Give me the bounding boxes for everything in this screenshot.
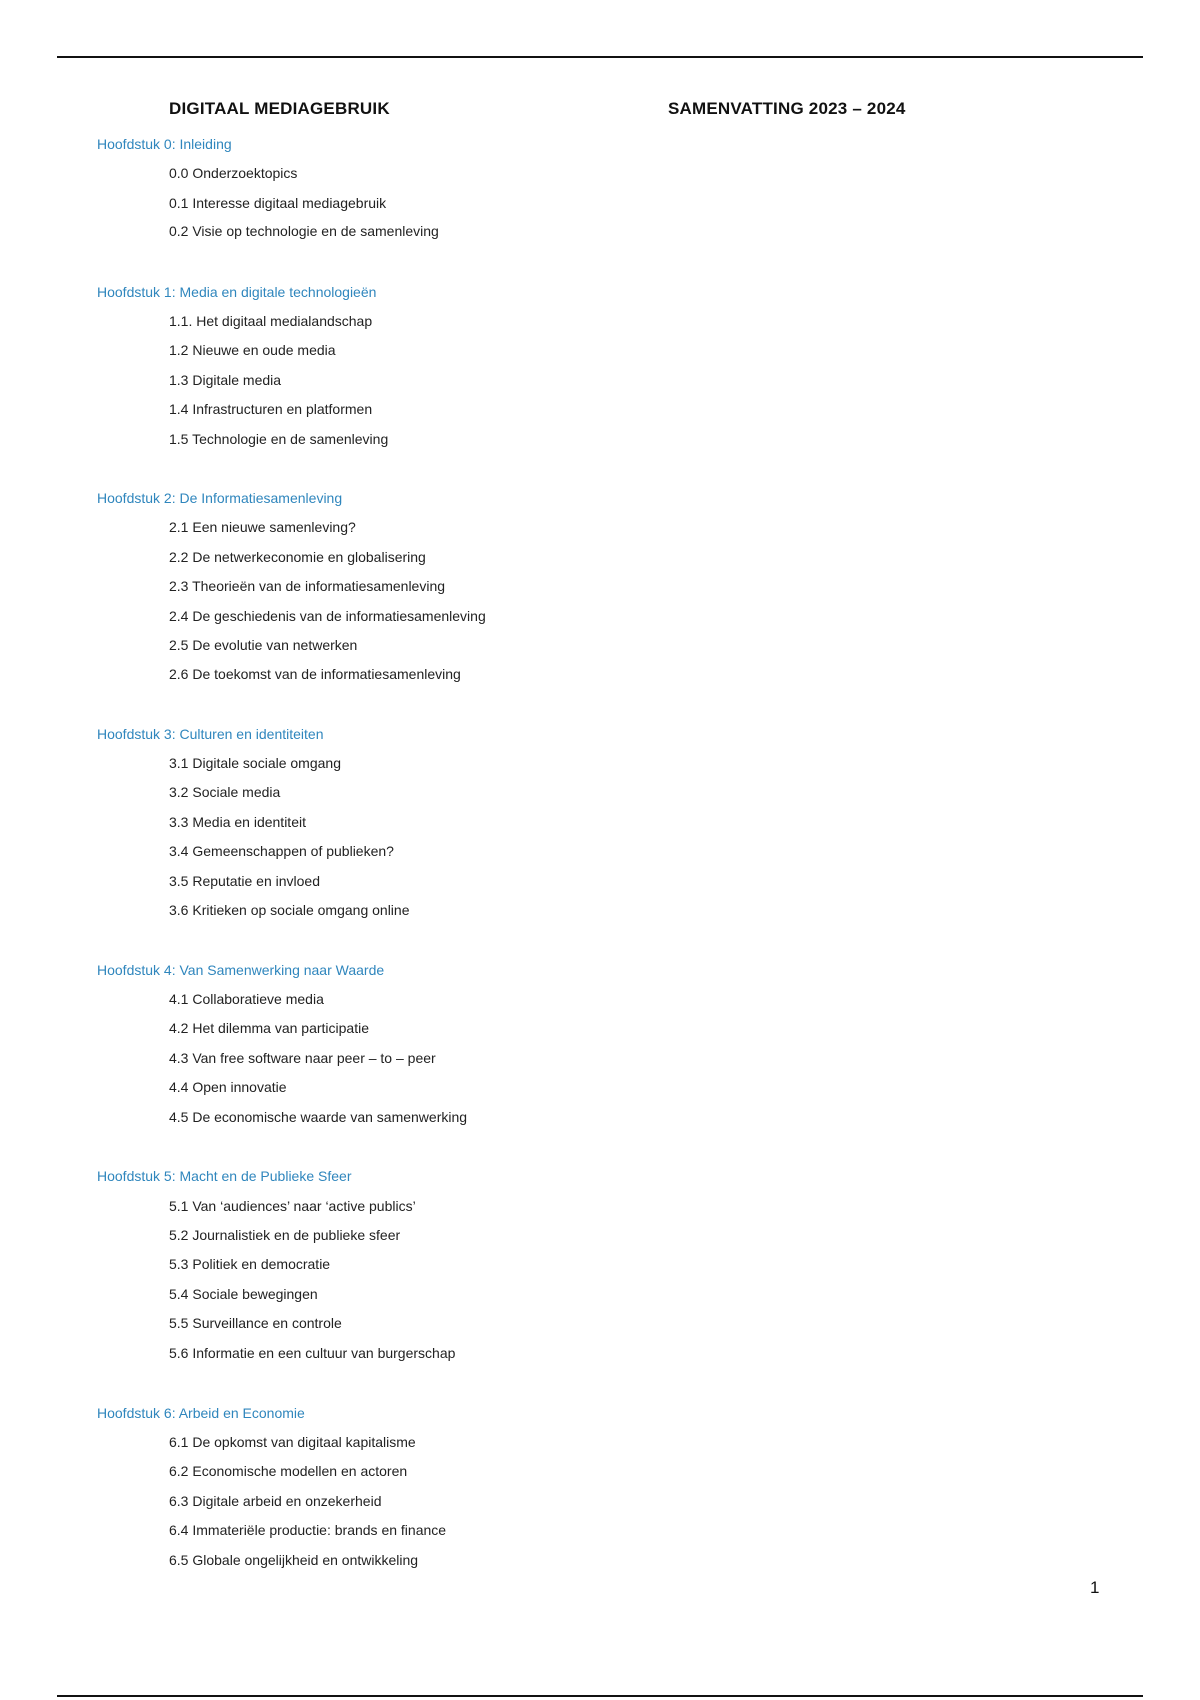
- toc-item[interactable]: 4.4 Open innovatie: [169, 1079, 287, 1095]
- toc-item[interactable]: 1.3 Digitale media: [169, 372, 282, 388]
- footer-rule: [57, 1695, 1143, 1697]
- toc-item[interactable]: 6.2 Economische modellen en actoren: [169, 1463, 408, 1479]
- toc-item[interactable]: 2.1 Een nieuwe samenleving?: [169, 519, 356, 535]
- toc-item[interactable]: 6.3 Digitale arbeid en onzekerheid: [169, 1493, 382, 1509]
- toc-item[interactable]: 2.2 De netwerkeconomie en globalisering: [169, 549, 426, 565]
- toc-item[interactable]: 5.4 Sociale bewegingen: [169, 1286, 318, 1302]
- toc-chapter-3[interactable]: Hoofdstuk 3: Culturen en identiteiten: [97, 726, 324, 742]
- toc-item[interactable]: 4.5 De economische waarde van samenwerking: [169, 1109, 468, 1125]
- toc-item[interactable]: 5.3 Politiek en democratie: [169, 1256, 331, 1272]
- toc-item[interactable]: 3.5 Reputatie en invloed: [169, 873, 320, 889]
- toc-item[interactable]: 1.2 Nieuwe en oude media: [169, 342, 336, 358]
- header-rule: [57, 56, 1143, 58]
- toc-chapter-0[interactable]: Hoofdstuk 0: Inleiding: [97, 136, 232, 152]
- toc-item[interactable]: 0.0 Onderzoektopics: [169, 165, 298, 181]
- toc-item[interactable]: 4.1 Collaboratieve media: [169, 991, 324, 1007]
- toc-item[interactable]: 1.1. Het digitaal medialandschap: [169, 313, 373, 329]
- toc-item[interactable]: 2.6 De toekomst van de informatiesamenleving: [169, 666, 461, 682]
- toc-item[interactable]: 2.5 De evolutie van netwerken: [169, 637, 358, 653]
- toc-item[interactable]: 2.4 De geschiedenis van de informatiesamenleving: [169, 608, 486, 624]
- toc-item[interactable]: 6.5 Globale ongelijkheid en ontwikkeling: [169, 1552, 419, 1568]
- toc-item[interactable]: 1.5 Technologie en de samenleving: [169, 431, 389, 447]
- page-number: 1: [1090, 1578, 1100, 1597]
- toc-item[interactable]: 4.2 Het dilemma van participatie: [169, 1020, 369, 1036]
- toc-item[interactable]: 3.2 Sociale media: [169, 784, 281, 800]
- document-subtitle: SAMENVATTING 2023 – 2024: [668, 99, 906, 118]
- toc-item[interactable]: 1.4 Infrastructuren en platformen: [169, 401, 373, 417]
- toc-item[interactable]: 3.1 Digitale sociale omgang: [169, 755, 341, 771]
- toc-chapter-4[interactable]: Hoofdstuk 4: Van Samenwerking naar Waarde: [97, 962, 385, 978]
- toc-item[interactable]: 6.1 De opkomst van digitaal kapitalisme: [169, 1434, 416, 1450]
- toc-chapter-1[interactable]: Hoofdstuk 1: Media en digitale technologieën: [97, 284, 377, 300]
- toc-chapter-6[interactable]: Hoofdstuk 6: Arbeid en Economie: [97, 1405, 305, 1421]
- toc-item[interactable]: 0.2 Visie op technologie en de samenleving: [169, 223, 439, 239]
- toc-chapter-2[interactable]: Hoofdstuk 2: De Informatiesamenleving: [97, 490, 343, 506]
- toc-item[interactable]: 4.3 Van free software naar peer – to – peer: [169, 1050, 436, 1066]
- toc-item[interactable]: 5.2 Journalistiek en de publieke sfeer: [169, 1227, 401, 1243]
- toc-item[interactable]: 3.4 Gemeenschappen of publieken?: [169, 843, 394, 859]
- toc-item[interactable]: 3.6 Kritieken op sociale omgang online: [169, 902, 410, 918]
- toc-item[interactable]: 2.3 Theorieën van de informatiesamenleving: [169, 578, 446, 594]
- toc-item[interactable]: 5.5 Surveillance en controle: [169, 1315, 342, 1331]
- toc-item[interactable]: 5.1 Van ‘audiences’ naar ‘active publics’: [169, 1198, 416, 1214]
- toc-item[interactable]: 5.6 Informatie en een cultuur van burgerschap: [169, 1345, 456, 1361]
- document-title: DIGITAAL MEDIAGEBRUIK: [169, 99, 390, 118]
- toc-item[interactable]: 6.4 Immateriële productie: brands en finance: [169, 1522, 447, 1538]
- toc-item[interactable]: 3.3 Media en identiteit: [169, 814, 306, 830]
- toc-chapter-5[interactable]: Hoofdstuk 5: Macht en de Publieke Sfeer: [97, 1168, 352, 1184]
- toc-item[interactable]: 0.1 Interesse digitaal mediagebruik: [169, 195, 387, 211]
